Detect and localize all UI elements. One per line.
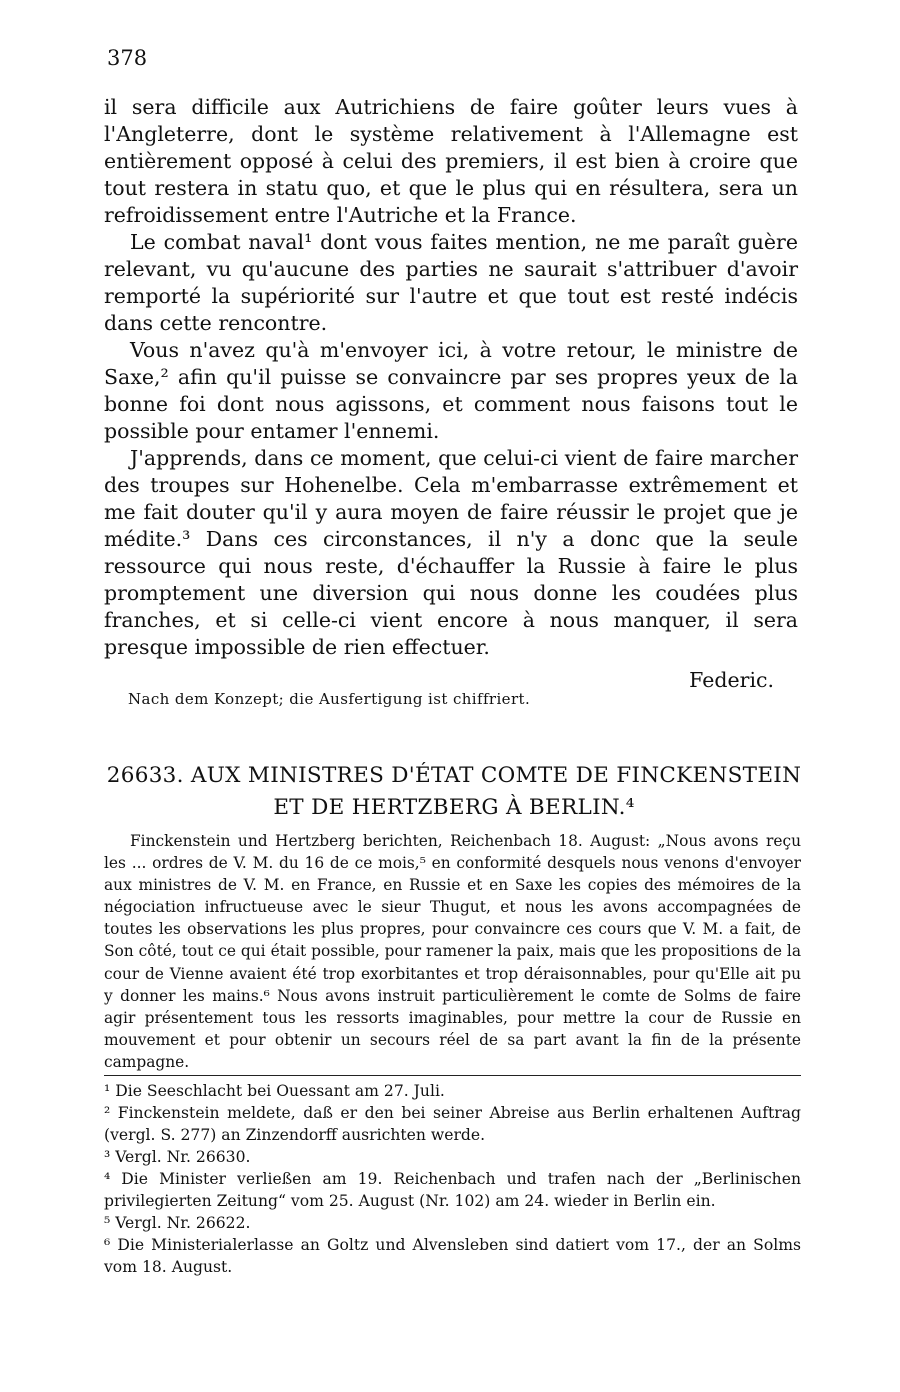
footnote: ³ Vergl. Nr. 26630. <box>104 1148 251 1166</box>
footnote: ² Finckenstein meldete, daß er den bei seiner Abreise aus Berlin erhaltenen Auftrag (vergl. S. 277) an Zinzendorff ausrichten werde. <box>104 1104 801 1144</box>
source-note: Nach dem Konzept; die Ausfertigung ist chiffriert. <box>128 690 531 708</box>
footnote: ¹ Die Seeschlacht bei Ouessant am 27. Juli. <box>104 1082 445 1100</box>
heading-line: ET DE HERTZBERG À BERLIN.⁴ <box>273 795 635 820</box>
footnote: ⁶ Die Ministerialerlasse an Goltz und Alvensleben sind datiert vom 17., der an Solms vom 18. August. <box>104 1236 801 1276</box>
document-heading <box>104 760 804 824</box>
footnotes <box>104 1080 801 1278</box>
footnote: ⁵ Vergl. Nr. 26622. <box>104 1214 251 1232</box>
paragraph: Vous n'avez qu'à m'envoyer ici, à votre retour, le ministre de Saxe,² afin qu'il puisse se convaincre par ses propres yeux de la bonne foi dont nous agissons, et comment nous faisons tout le possible pour entamer l'ennemi. <box>104 338 798 443</box>
signature: Federic. <box>689 668 774 692</box>
summary-paragraph: Finckenstein und Hertzberg berichten, Reichenbach 18. August: „Nous avons reçu les ... ordres de V. M. du 16 de ce mois,⁵ en conformité desquels nous venons d'envoyer aux ministres de V. M. en France, en Russie et en Saxe les copies des mémoires de la négociation infructueuse avec le sieur Thugut, et nous les avons accompagnées de toutes les observations les plus propres, pour convaincre ces cours que V. M. a fait, de Son côté, tout ce qui était possible, pour ramener la paix, mais que les propositions de la cour de Vienne avaient été trop exorbitantes et trop déraisonnables, pour qu'Elle ait pu y donner les mains.⁶ Nous avons instruit particulièrement le comte de Solms de faire agir présentement tous les ressorts imaginables, pour mettre la cour de Russie en mouvement et pour obtenir un secours réel de sa part avant la fin de la présente campagne. <box>104 832 801 1071</box>
footnote-divider <box>104 1075 801 1076</box>
paragraph: J'apprends, dans ce moment, que celui-ci vient de faire marcher des troupes sur Hohenelbe. Cela m'embarrasse extrêmement et me fait douter qu'il y aura moyen de faire réussir le projet que je médite.³ Dans ces circonstances, il n'y a donc que la seule ressource qui nous reste, d'échauffer la Russie à faire le plus promptement une diversion qui nous donne les coudées plus franches, et si celle-ci vient encore à nous manquer, il sera presque impossible de rien effectuer. <box>104 446 798 659</box>
page-number: 378 <box>107 46 148 70</box>
paragraph: il sera difficile aux Autrichiens de faire goûter leurs vues à l'Angleterre, dont le système relativement à l'Allemagne est entièrement opposé à celui des premiers, il est bien à croire que tout restera in statu quo, et que le plus qui en résultera, sera un refroidissement entre l'Autriche et la France. <box>104 95 798 227</box>
footnote: ⁴ Die Minister verließen am 19. Reichenbach und trafen nach der „Berlinischen privilegierten Zeitung“ vom 25. August (Nr. 102) am 24. wieder in Berlin ein. <box>104 1170 801 1210</box>
paragraph: Le combat naval¹ dont vous faites mention, ne me paraît guère relevant, vu qu'aucune des parties ne saurait s'attribuer d'avoir remporté la supériorité sur l'autre et que tout est resté indécis dans cette rencontre. <box>104 230 798 335</box>
heading-line: 26633. AUX MINISTRES D'ÉTAT COMTE DE FINCKENSTEIN <box>106 763 802 788</box>
letter-body <box>104 94 798 694</box>
